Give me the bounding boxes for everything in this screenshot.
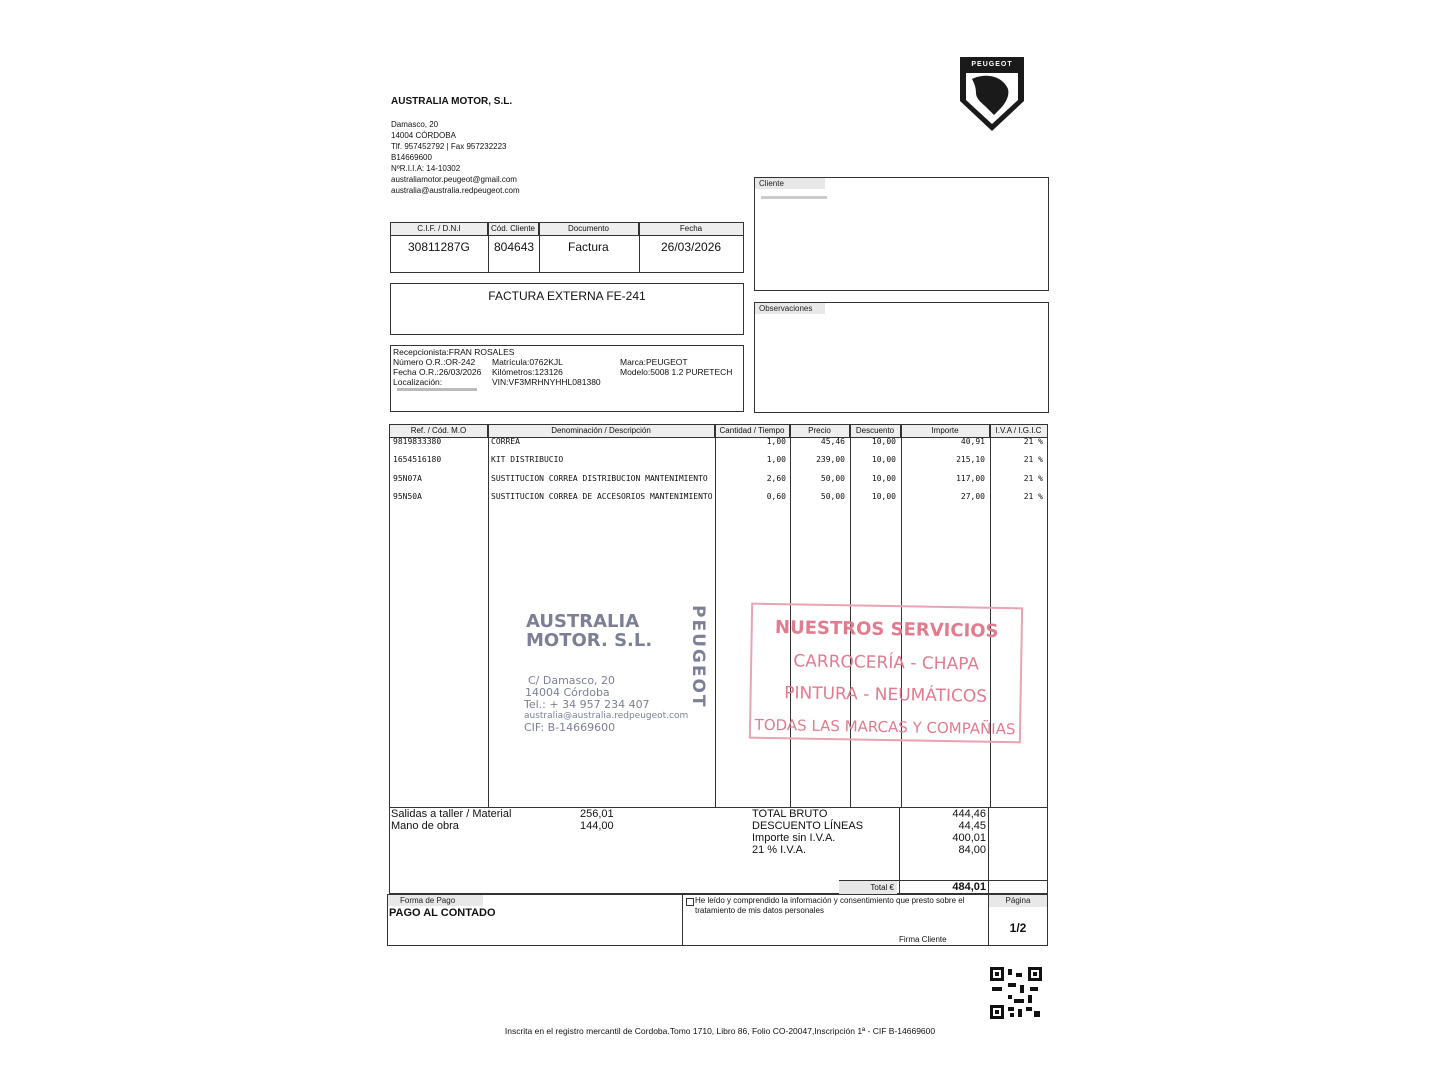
stamp-city: 14004 Córdoba bbox=[525, 686, 610, 699]
stamp-line-1: AUSTRALIA bbox=[526, 611, 640, 632]
modelo: Modelo:5008 1.2 PURETECH bbox=[620, 367, 733, 377]
row-vat: 21 % bbox=[1023, 437, 1043, 446]
page-label: Página bbox=[989, 895, 1047, 907]
localizacion: Localización: bbox=[393, 377, 443, 387]
descuento-label: DESCUENTO LÍNEAS bbox=[752, 820, 864, 832]
header-label-documento: Documento bbox=[539, 223, 639, 235]
company-phone: Tlf. 957452792 | Fax 957232223 bbox=[391, 142, 507, 151]
services-line-1: NUESTROS SERVICIOS bbox=[774, 617, 999, 642]
document-value: Factura bbox=[568, 240, 609, 254]
col-vat: I.V.A / I.G.I.C bbox=[990, 425, 1047, 437]
company-cif: B14669600 bbox=[391, 153, 432, 162]
table-row bbox=[390, 455, 1047, 469]
header-label-fecha: Fecha bbox=[639, 223, 743, 235]
row-ref: 95N07A bbox=[393, 474, 422, 483]
consent-text: He leído y comprendido la información y consentimiento que presto sobre el tratamiento de mis datos personales bbox=[695, 896, 965, 915]
row-amount: 117,00 bbox=[956, 474, 985, 483]
row-qty: 0,60 bbox=[766, 492, 786, 501]
peugeot-logo-text: PEUGEOT bbox=[971, 61, 1013, 68]
col-ref: Ref. / Cód. M.O bbox=[390, 425, 488, 437]
row-vat: 21 % bbox=[1023, 492, 1043, 501]
stamp-email: australia@australia.redpeugeot.com bbox=[524, 711, 689, 721]
redacted-client bbox=[761, 196, 827, 199]
row-amount: 40,91 bbox=[960, 437, 985, 446]
row-vat: 21 % bbox=[1023, 474, 1043, 483]
client-label: Cliente bbox=[755, 178, 825, 189]
payment-value: PAGO AL CONTADO bbox=[389, 907, 496, 919]
table-row bbox=[390, 437, 1047, 451]
consent-checkbox[interactable] bbox=[686, 898, 694, 906]
row-price: 45,46 bbox=[820, 437, 845, 446]
client-code-value: 804643 bbox=[494, 240, 535, 254]
row-discount: 10,00 bbox=[871, 492, 896, 501]
vehicle-box bbox=[390, 345, 744, 412]
salidas-value: 256,01 bbox=[580, 808, 614, 820]
row-discount: 10,00 bbox=[871, 455, 896, 464]
row-price: 239,00 bbox=[816, 455, 845, 464]
col-price: Precio bbox=[790, 425, 850, 437]
observations-label: Observaciones bbox=[755, 303, 825, 314]
salidas-label: Salidas a taller / Material bbox=[391, 808, 512, 820]
company-email: australiamotor.peugeot@gmail.com bbox=[391, 175, 517, 184]
header-label-cliente: Cód. Cliente bbox=[488, 223, 539, 235]
stamp-line-2: MOTOR. S.L. bbox=[526, 630, 653, 651]
total-bruto-value: 444,46 bbox=[952, 808, 986, 820]
row-qty: 2,60 bbox=[766, 474, 786, 483]
page-value: 1/2 bbox=[1009, 921, 1027, 935]
header-label-cif: C.I.F. / D.N.I bbox=[391, 223, 488, 235]
iva-label: 21 % I.V.A. bbox=[752, 844, 807, 856]
row-ref: 1654516180 bbox=[393, 455, 442, 464]
total-label: Total € bbox=[839, 881, 897, 894]
row-vat: 21 % bbox=[1023, 455, 1043, 464]
cif-value: 30811287G bbox=[408, 240, 470, 254]
row-qty: 1,00 bbox=[766, 437, 786, 446]
payment-label: Forma de Pago bbox=[388, 895, 483, 906]
col-discount: Descuento bbox=[850, 425, 901, 437]
total-value: 484,01 bbox=[952, 881, 986, 893]
company-nria: NºR.I.I.A: 14-10302 bbox=[391, 164, 461, 173]
vin: VIN:VF3MRHNYHHL081380 bbox=[492, 377, 601, 387]
consent-box bbox=[682, 894, 989, 946]
col-qty: Cantidad / Tiempo bbox=[715, 425, 790, 437]
table-row bbox=[390, 474, 1047, 488]
matricula: Matrícula:0762KJL bbox=[492, 357, 563, 367]
row-discount: 10,00 bbox=[871, 474, 896, 483]
row-desc: CORREA bbox=[491, 437, 520, 446]
col-desc: Denominación / Descripción bbox=[488, 425, 715, 437]
sin-iva-value: 400,01 bbox=[952, 832, 986, 844]
company-stamp bbox=[520, 605, 710, 745]
mano-obra-value: 144,00 bbox=[580, 820, 614, 832]
recepcionista: Recepcionista:FRAN ROSALES bbox=[393, 347, 515, 357]
company-address: Damasco, 20 bbox=[391, 120, 439, 129]
services-line-3: PINTURA - NEUMÁTICOS bbox=[784, 683, 988, 707]
table-row bbox=[390, 492, 1047, 506]
kilometros: Kilómetros:123126 bbox=[492, 367, 563, 377]
col-amount: Importe bbox=[901, 425, 990, 437]
numero-or: Número O.R.:OR-242 bbox=[393, 357, 476, 367]
registry-note: Inscrita en el registro mercantil de Cordoba.Tomo 1710, Libro 86, Folio CO-20047,Inscripción 1ª - CIF B-14669600 bbox=[504, 1026, 936, 1036]
services-line-4: TODAS LAS MARCAS Y COMPAÑIAS bbox=[754, 715, 1016, 739]
redacted-location bbox=[397, 388, 477, 391]
row-amount: 215,10 bbox=[956, 455, 985, 464]
services-stamp bbox=[749, 603, 1023, 744]
peugeot-logo bbox=[956, 55, 1028, 133]
stamp-brand: PEUGEOT bbox=[688, 605, 708, 709]
row-desc: SUSTITUCION CORREA DISTRIBUCION MANTENIMIENTO bbox=[491, 474, 708, 483]
signature-label: Firma Cliente bbox=[899, 935, 947, 944]
row-ref: 9819833380 bbox=[393, 437, 442, 446]
row-discount: 10,00 bbox=[871, 437, 896, 446]
fecha-or: Fecha O.R.:26/03/2026 bbox=[393, 367, 482, 377]
invoice-title-box bbox=[390, 283, 744, 335]
marca: Marca:PEUGEOT bbox=[620, 357, 688, 367]
sin-iva-label: Importe sin I.V.A. bbox=[752, 832, 836, 844]
company-city: 14004 CÓRDOBA bbox=[391, 131, 456, 140]
invoice-title: FACTURA EXTERNA FE-241 bbox=[488, 289, 646, 303]
stamp-address: C/ Damasco, 20 bbox=[528, 674, 616, 687]
iva-value: 84,00 bbox=[958, 844, 986, 856]
company-email-2: australia@australia.redpeugeot.com bbox=[391, 186, 520, 195]
page-box bbox=[988, 894, 1048, 946]
row-desc: SUSTITUCION CORREA DE ACCESORIOS MANTENIMIENTO bbox=[491, 492, 713, 501]
mano-obra-label: Mano de obra bbox=[391, 820, 459, 832]
row-ref: 95N50A bbox=[393, 492, 422, 501]
descuento-value: 44,45 bbox=[958, 820, 986, 832]
total-bruto-label: TOTAL BRUTO bbox=[752, 808, 828, 820]
company-name: AUSTRALIA MOTOR, S.L. bbox=[391, 96, 513, 107]
row-price: 50,00 bbox=[820, 492, 845, 501]
stamp-phone: Tel.: + 34 957 234 407 bbox=[524, 698, 650, 711]
totals-box bbox=[389, 807, 1048, 894]
observations-box bbox=[754, 302, 1049, 413]
row-desc: KIT DISTRIBUCIO bbox=[491, 455, 564, 464]
payment-box bbox=[387, 894, 683, 946]
row-price: 50,00 bbox=[820, 474, 845, 483]
row-amount: 27,00 bbox=[960, 492, 985, 501]
client-box bbox=[754, 177, 1049, 291]
header-table bbox=[390, 222, 744, 273]
row-qty: 1,00 bbox=[766, 455, 786, 464]
company-details bbox=[391, 119, 520, 196]
qr-code bbox=[990, 967, 1042, 1019]
stamp-cif: CIF: B-14669600 bbox=[524, 721, 616, 734]
date-value: 26/03/2026 bbox=[661, 240, 722, 254]
services-line-2: CARROCERÍA - CHAPA bbox=[793, 651, 980, 675]
